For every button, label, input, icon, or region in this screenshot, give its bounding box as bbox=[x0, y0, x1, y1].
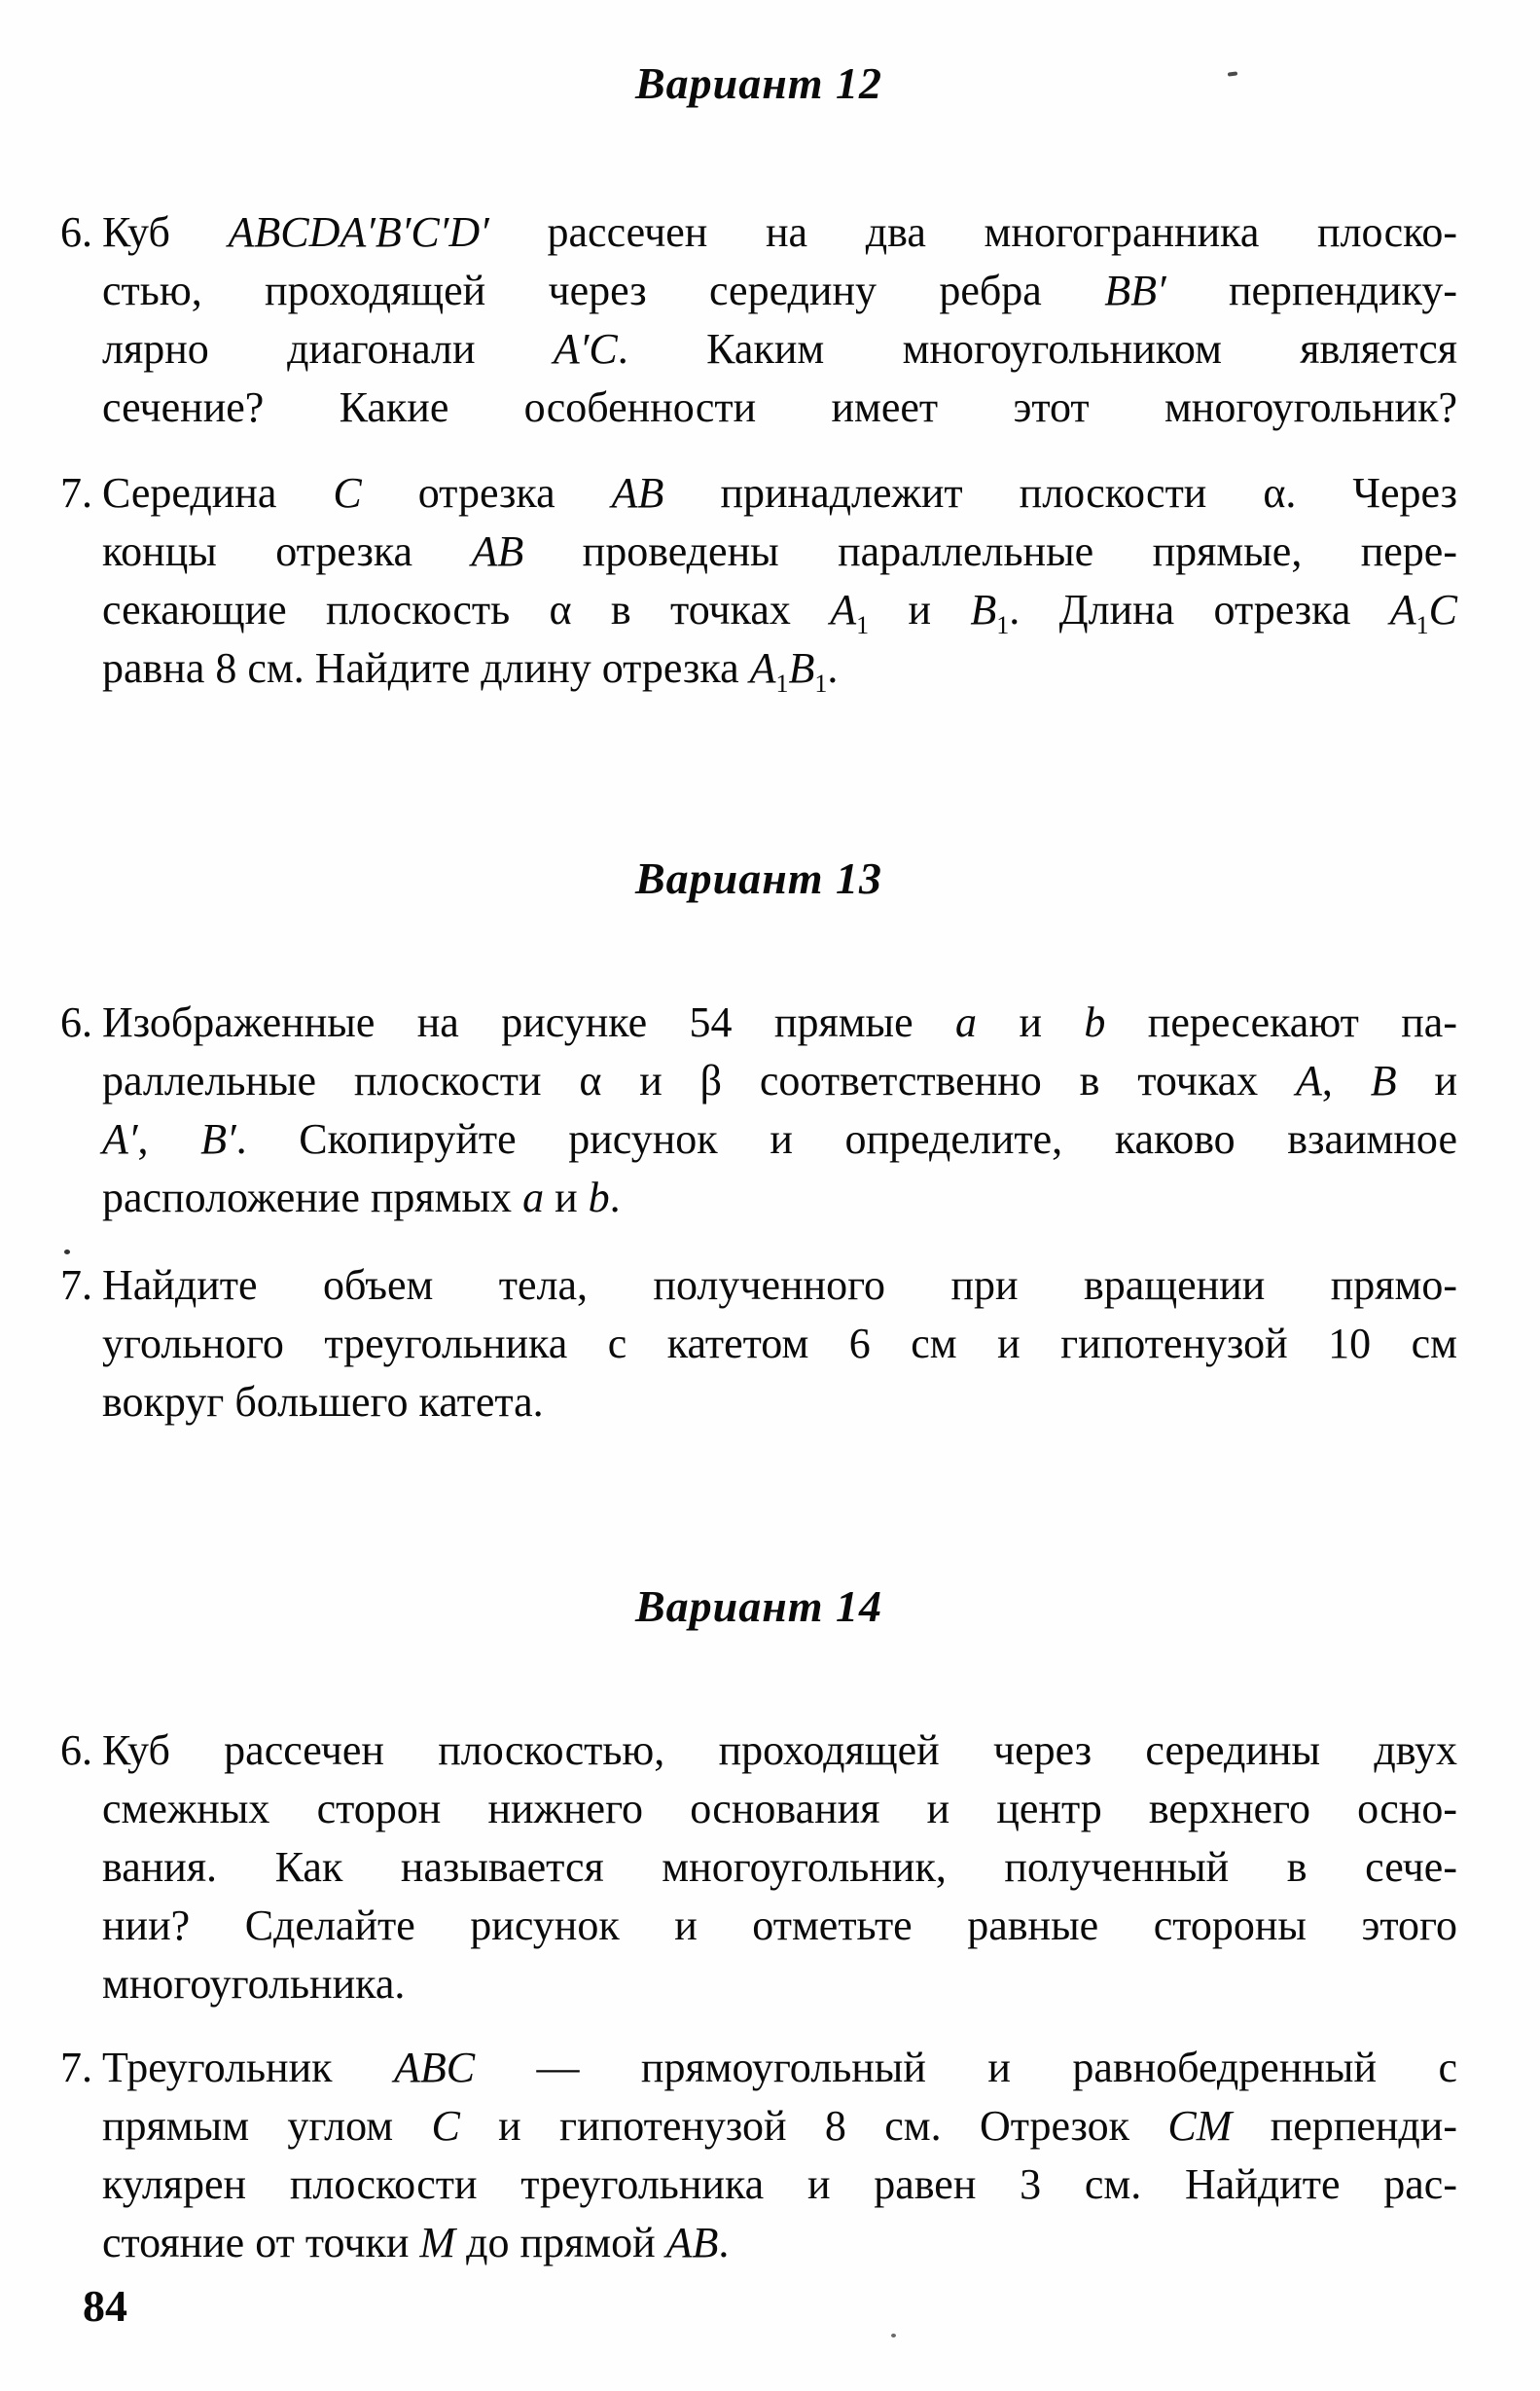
problem-text: Изображенные на рисунке 54 прямые a и b пересекают па- раллельные плоскости α и β соответственно в точках A, B и A′, B′. Скопируйте рисунок и определите, каково взаимное расположение прямых a и b. bbox=[102, 998, 1457, 1221]
problem-v13-7 bbox=[60, 1256, 1457, 1431]
section-title-variant-14: Вариант 14 bbox=[634, 1581, 883, 1631]
problem-text: Треугольник ABC — прямоугольный и равнобедренный с прямым углом C и гипотенузой 8 см. Отрезок CM перпенди- кулярен плоскости треугольника и равен 3 см. Найдите рас- стояние от точки M до прямой AB. bbox=[102, 2044, 1458, 2266]
section-variant-14 bbox=[60, 1579, 1457, 2272]
problem-number: 6. bbox=[60, 208, 92, 256]
problem-number: 7. bbox=[60, 2044, 92, 2091]
problem-number: 6. bbox=[60, 1726, 92, 1774]
scan-artifact-dot bbox=[64, 1250, 70, 1254]
page-number: 84 bbox=[83, 2281, 127, 2331]
problem-v12-7 bbox=[60, 464, 1457, 698]
problem-text: Найдите объем тела, полученного при вращении прямо- угольного треугольника с катетом 6 см и гипотенузой 10 см вокруг большего катета. bbox=[102, 1261, 1457, 1426]
problem-v14-6 bbox=[60, 1721, 1457, 2013]
problem-number: 7. bbox=[60, 1261, 92, 1309]
section-variant-13 bbox=[60, 851, 1457, 1431]
problem-text: Середина C отрезка AB принадлежит плоскости α. Через концы отрезка AB проведены параллельные прямые, пере- секающие плоскость α в точках $A_1$ и $B_1$. Длина отрезка $A_1C$ равна 8 см. Найдите длину отрезка $A_1B_1$. bbox=[102, 469, 1458, 698]
section-title-variant-12: Вариант 12 bbox=[634, 58, 883, 108]
problem-v13-6 bbox=[60, 994, 1457, 1227]
scan-artifact-dot bbox=[891, 2334, 896, 2337]
problem-number: 7. bbox=[60, 469, 92, 517]
section-variant-12 bbox=[60, 56, 1457, 698]
problem-v14-7 bbox=[60, 2039, 1457, 2272]
problem-text: Куб ABCDA′B′C′D′ рассечен на два многогранника плоско- стью, проходящей через середину ребра BB′ перпендику- лярно диагонали A′C. Каким многоугольником является сечение? Какие особенности имеет этот многоугольник? bbox=[102, 208, 1457, 431]
problem-number: 6. bbox=[60, 998, 92, 1046]
problem-v12-6 bbox=[60, 203, 1457, 437]
section-title-variant-13: Вариант 13 bbox=[634, 853, 883, 903]
problem-text: Куб рассечен плоскостью, проходящей через середины двух смежных сторон нижнего основания и центр верхнего осно- вания. Как называется многоугольник, полученный в сече- нии? Сделайте рисунок и отметьте равные стороны этого многоугольника. bbox=[102, 1726, 1457, 2008]
